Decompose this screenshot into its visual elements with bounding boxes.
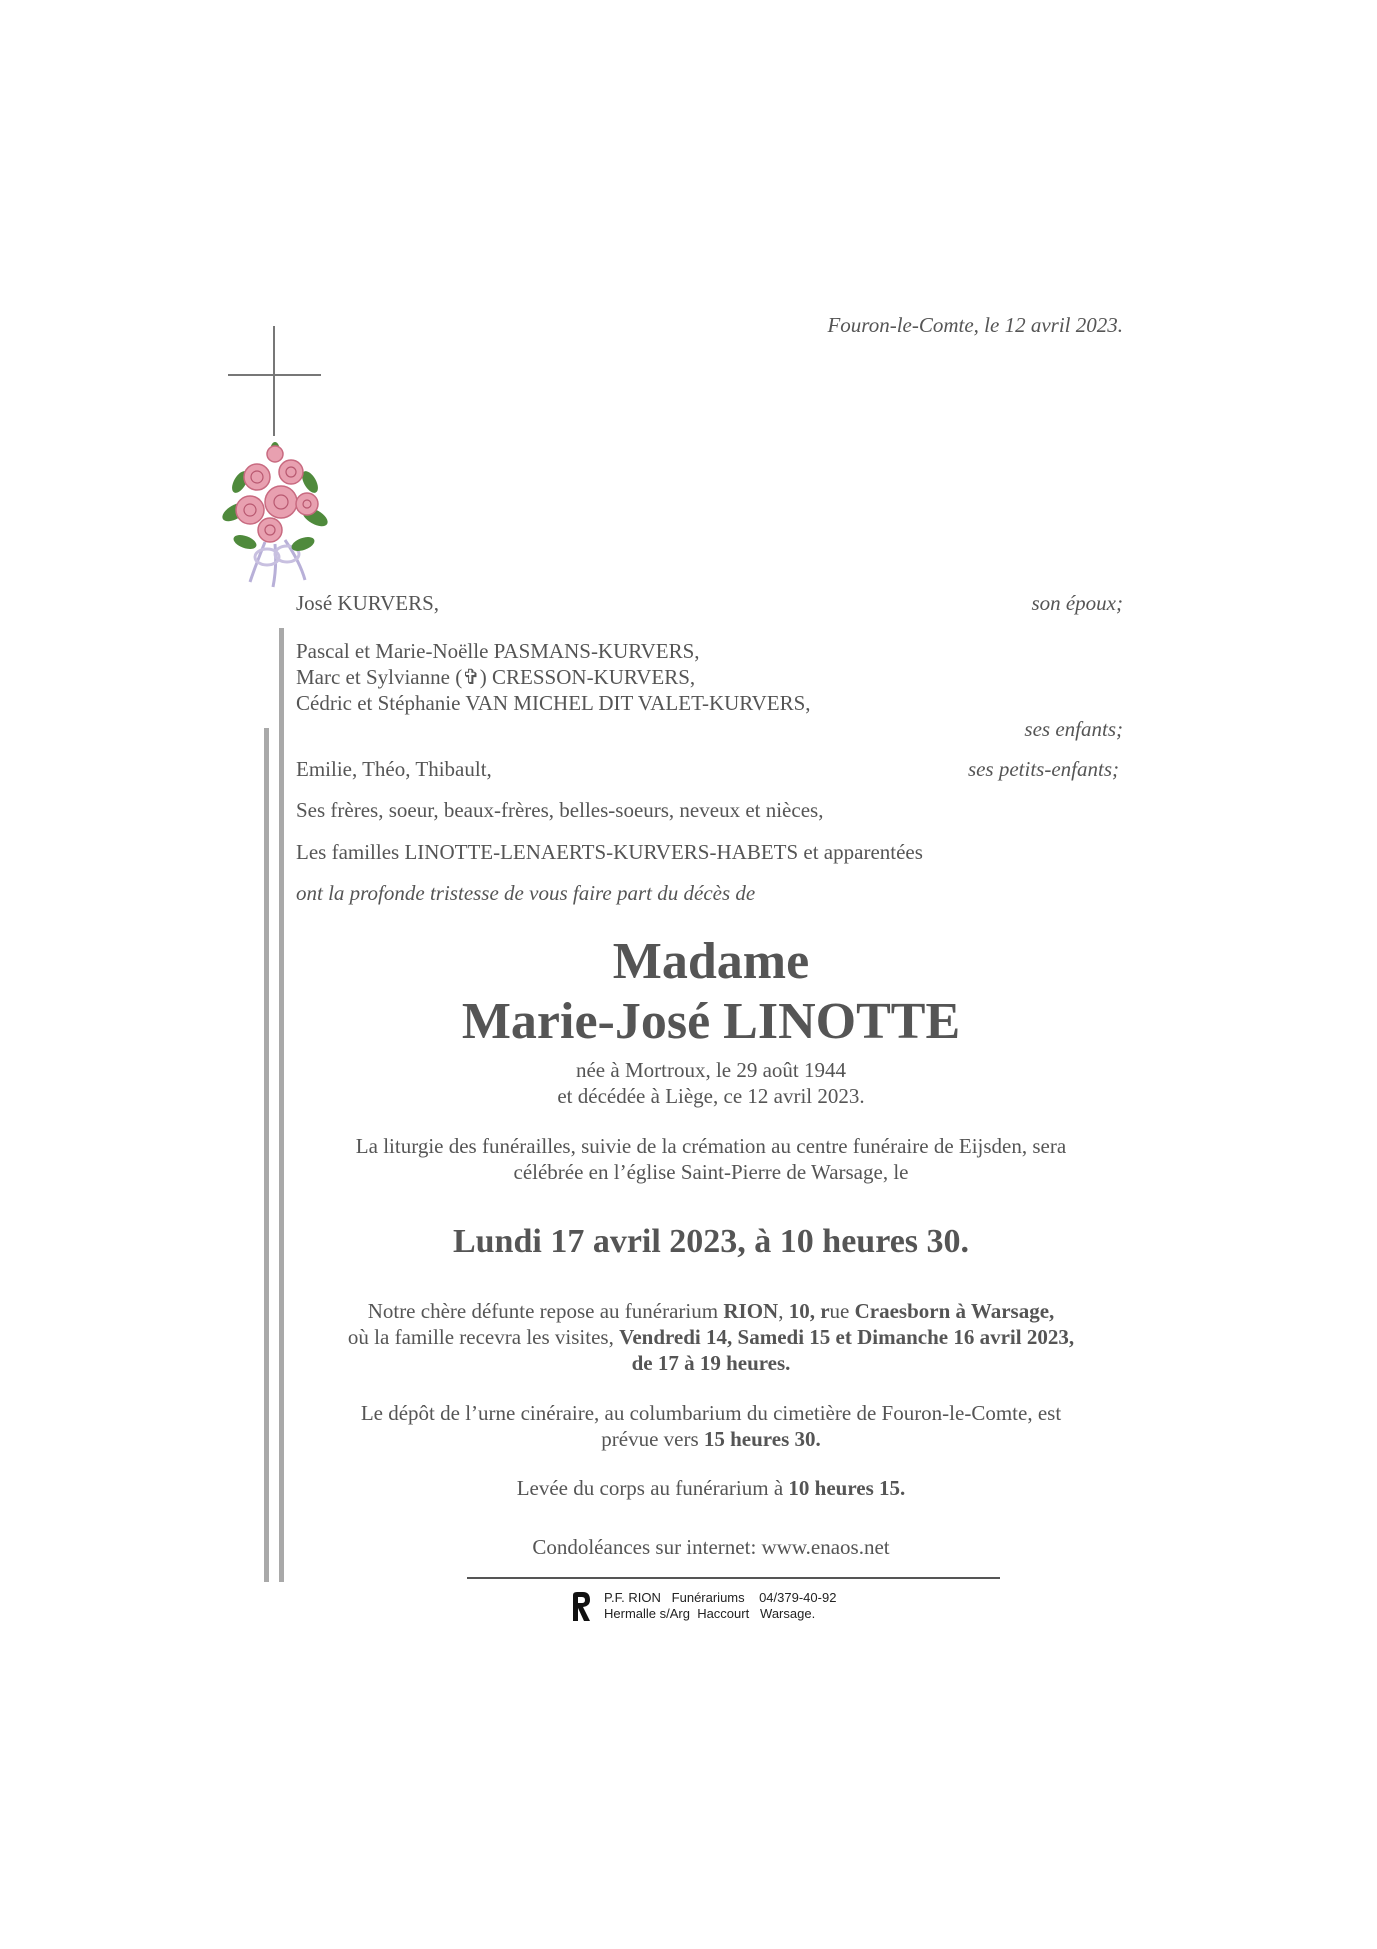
place-date: Fouron-le-Comte, le 12 avril 2023. bbox=[827, 313, 1123, 337]
birth-line: née à Mortroux, le 29 août 1944 bbox=[575, 1058, 847, 1082]
levee-line bbox=[296, 1475, 1126, 1501]
levee-text: Levée du corps au funérarium à bbox=[516, 1476, 789, 1500]
funerarium-line-1-a: Notre chère défunte repose au funérarium bbox=[367, 1299, 724, 1323]
footer-divider bbox=[467, 1577, 1000, 1579]
spouse-relation: son époux; bbox=[1031, 591, 1123, 615]
grandchildren-names: Emilie, Théo, Thibault, bbox=[296, 757, 492, 781]
siblings-line: Ses frères, soeur, beaux-frères, belles-soeurs, neveux et nièces, bbox=[296, 798, 824, 822]
child-line-2: Marc et Sylvianne (✞) CRESSON-KURVERS, bbox=[296, 665, 696, 689]
liturgy-line-1: La liturgie des funérailles, suivie de la crémation au centre funéraire de Eijsden, sera bbox=[355, 1134, 1067, 1158]
urn-line-2 bbox=[296, 1426, 1126, 1452]
condolences-line: Condoléances sur internet: www.enaos.net bbox=[532, 1535, 890, 1559]
footer-text bbox=[604, 1590, 836, 1622]
children-relation: ses enfants; bbox=[1024, 717, 1123, 741]
urn-line-2-a: prévue vers bbox=[601, 1427, 704, 1451]
funerarium-line-1-c: , bbox=[778, 1299, 789, 1323]
deceased-title: Madame bbox=[612, 933, 810, 990]
cross-icon-horizontal bbox=[228, 374, 321, 376]
funerarium-line-1 bbox=[296, 1298, 1126, 1324]
death-line: et décédée à Liège, ce 12 avril 2023. bbox=[557, 1084, 865, 1108]
visit-hours: de 17 à 19 heures. bbox=[631, 1351, 791, 1375]
families-line: Les familles LINOTTE-LENAERTS-KURVERS-HABETS et apparentées bbox=[296, 840, 923, 864]
child-line-1: Pascal et Marie-Noëlle PASMANS-KURVERS, bbox=[296, 639, 700, 663]
funerarium-name: RION bbox=[723, 1299, 779, 1323]
footer-line-1: P.F. RION Funérariums 04/379-40-92 bbox=[604, 1590, 837, 1605]
funerarium-line-1-e: ue bbox=[829, 1299, 855, 1323]
funerarium-line-2 bbox=[296, 1324, 1126, 1350]
footer-line-2: Hermalle s/Arg Haccourt Warsage. bbox=[604, 1606, 816, 1621]
cross-icon-vertical bbox=[273, 326, 275, 436]
urn-time: 15 heures 30. bbox=[703, 1427, 821, 1451]
announce-line: ont la profonde tristesse de vous faire part du décès de bbox=[296, 881, 756, 905]
decorative-bar-left bbox=[264, 728, 269, 1582]
grandchildren-relation: ses petits-enfants; bbox=[967, 757, 1119, 781]
decorative-bar-right bbox=[279, 628, 284, 1582]
funeral-home-logo-icon bbox=[570, 1591, 592, 1623]
visit-days: Vendredi 14, Samedi 15 et Dimanche 16 avril 2023, bbox=[619, 1325, 1075, 1349]
funerarium-street: Craesborn à Warsage, bbox=[854, 1299, 1055, 1323]
funeral-date: Lundi 17 avril 2023, à 10 heures 30. bbox=[452, 1223, 970, 1260]
roses-bouquet-icon bbox=[215, 432, 335, 592]
funerarium-number: 10, r bbox=[788, 1299, 830, 1323]
levee-time: 10 heures 15. bbox=[788, 1476, 906, 1500]
urn-line-1: Le dépôt de l’urne cinéraire, au columbarium du cimetière de Fouron-le-Comte, est bbox=[360, 1401, 1062, 1425]
child-line-3: Cédric et Stéphanie VAN MICHEL DIT VALET-KURVERS, bbox=[296, 691, 811, 715]
liturgy-line-2: célébrée en l’église Saint-Pierre de Warsage, le bbox=[513, 1160, 909, 1184]
spouse-name: José KURVERS, bbox=[296, 591, 440, 615]
funerarium-line-2-a: où la famille recevra les visites, bbox=[347, 1325, 620, 1349]
deceased-name: Marie-José LINOTTE bbox=[461, 993, 961, 1050]
